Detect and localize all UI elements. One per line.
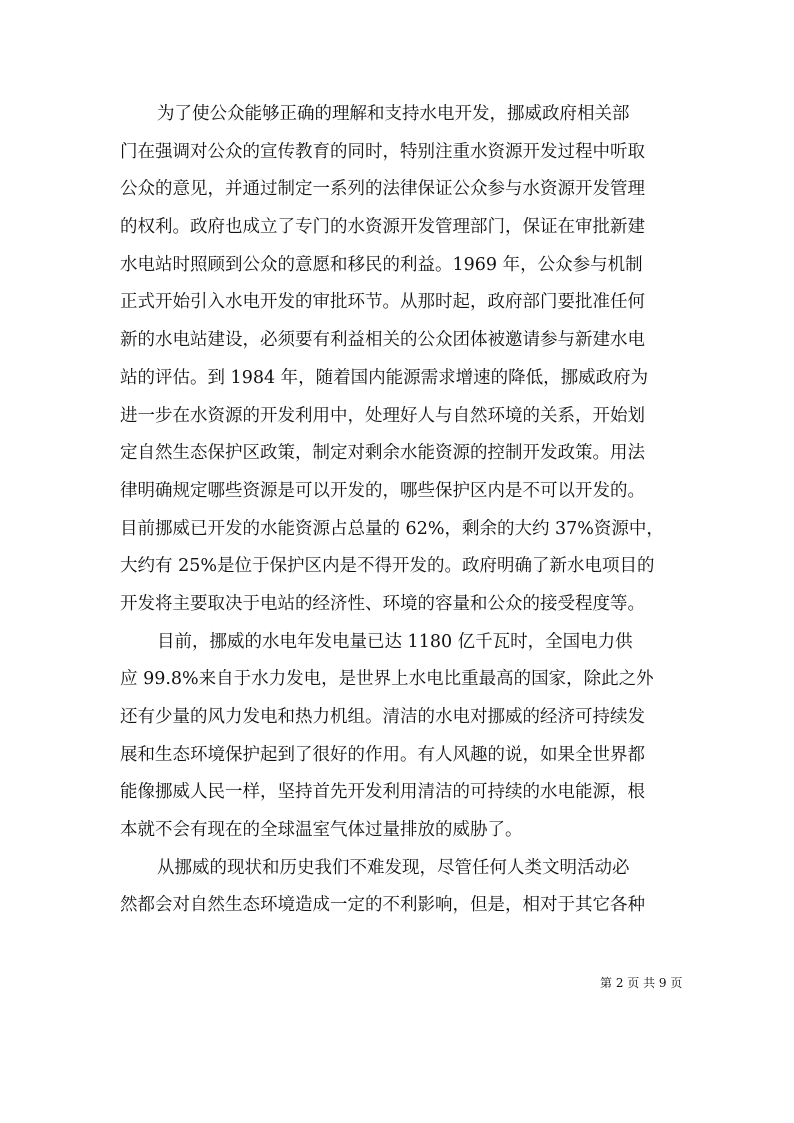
paragraph-line: 定自然生态保护区政策，制定对剩余水能资源的控制开发政策。用法: [120, 443, 645, 464]
paragraph-line: 正式开始引入水电开发的审批环节。从那时起，政府部门要批准任何: [120, 292, 645, 313]
paragraph-line: 然都会对自然生态环境造成一定的不利影响，但是，相对于其它各种: [120, 895, 645, 916]
paragraph-line: 应 99.8%来自于水力发电，是世界上水电比重最高的国家，除此之外: [120, 669, 654, 690]
paragraph-line: 公众的意见，并通过制定一系列的法律保证公众参与水资源开发管理: [120, 179, 645, 200]
body-text: [120, 96, 680, 925]
page-number-footer: 第 2 页 共 9 页: [600, 976, 683, 990]
paragraph-line: 本就不会有现在的全球温室气体过量排放的威胁了。: [120, 820, 523, 841]
paragraph-line: 能像挪威人民一样，坚持首先开发利用清洁的可持续的水电能源，根: [120, 782, 645, 803]
paragraph-line: 目前，挪威的水电年发电量已达 1180 亿千瓦时，全国电力供: [157, 631, 633, 652]
paragraph-line: 展和生态环境保护起到了很好的作用。有人风趣的说，如果全世界都: [120, 744, 645, 765]
paragraph-line: 目前挪威已开发的水能资源占总量的 62%，剩余的大约 37%资源中，: [120, 518, 664, 539]
paragraph-line: 进一步在水资源的开发利用中，处理好人与自然环境的关系，开始划: [120, 405, 645, 426]
paragraph-line: 的权利。政府也成立了专门的水资源开发管理部门，保证在审批新建: [120, 217, 645, 238]
paragraph-line: 门在强调对公众的宣传教育的同时，特别注重水资源开发过程中听取: [120, 141, 645, 162]
paragraph-line: 为了使公众能够正确的理解和支持水电开发，挪威政府相关部: [157, 104, 630, 124]
paragraph-line: 大约有 25%是位于保护区内是不得开发的。政府明确了新水电项目的: [120, 556, 655, 577]
paragraph-line: 开发将主要取决于电站的经济性、环境的容量和公众的接受程度等。: [120, 593, 645, 614]
paragraph-line: 还有少量的风力发电和热力机组。清洁的水电对挪威的经济可持续发: [120, 707, 645, 727]
paragraph-line: 站的评估。到 1984 年，随着国内能源需求增速的降低，挪威政府为: [120, 367, 649, 388]
paragraph-line: 新的水电站建设，必须要有利益相关的公众团体被邀请参与新建水电: [120, 330, 645, 351]
paragraph-line: 水电站时照顾到公众的意愿和移民的利益。1969 年，公众参与机制: [120, 254, 643, 275]
paragraph-line: 从挪威的现状和历史我们不难发现，尽管任何人类文明活动必: [157, 857, 630, 878]
paragraph-line: 律明确规定哪些资源是可以开发的，哪些保护区内是不可以开发的。: [120, 480, 645, 501]
